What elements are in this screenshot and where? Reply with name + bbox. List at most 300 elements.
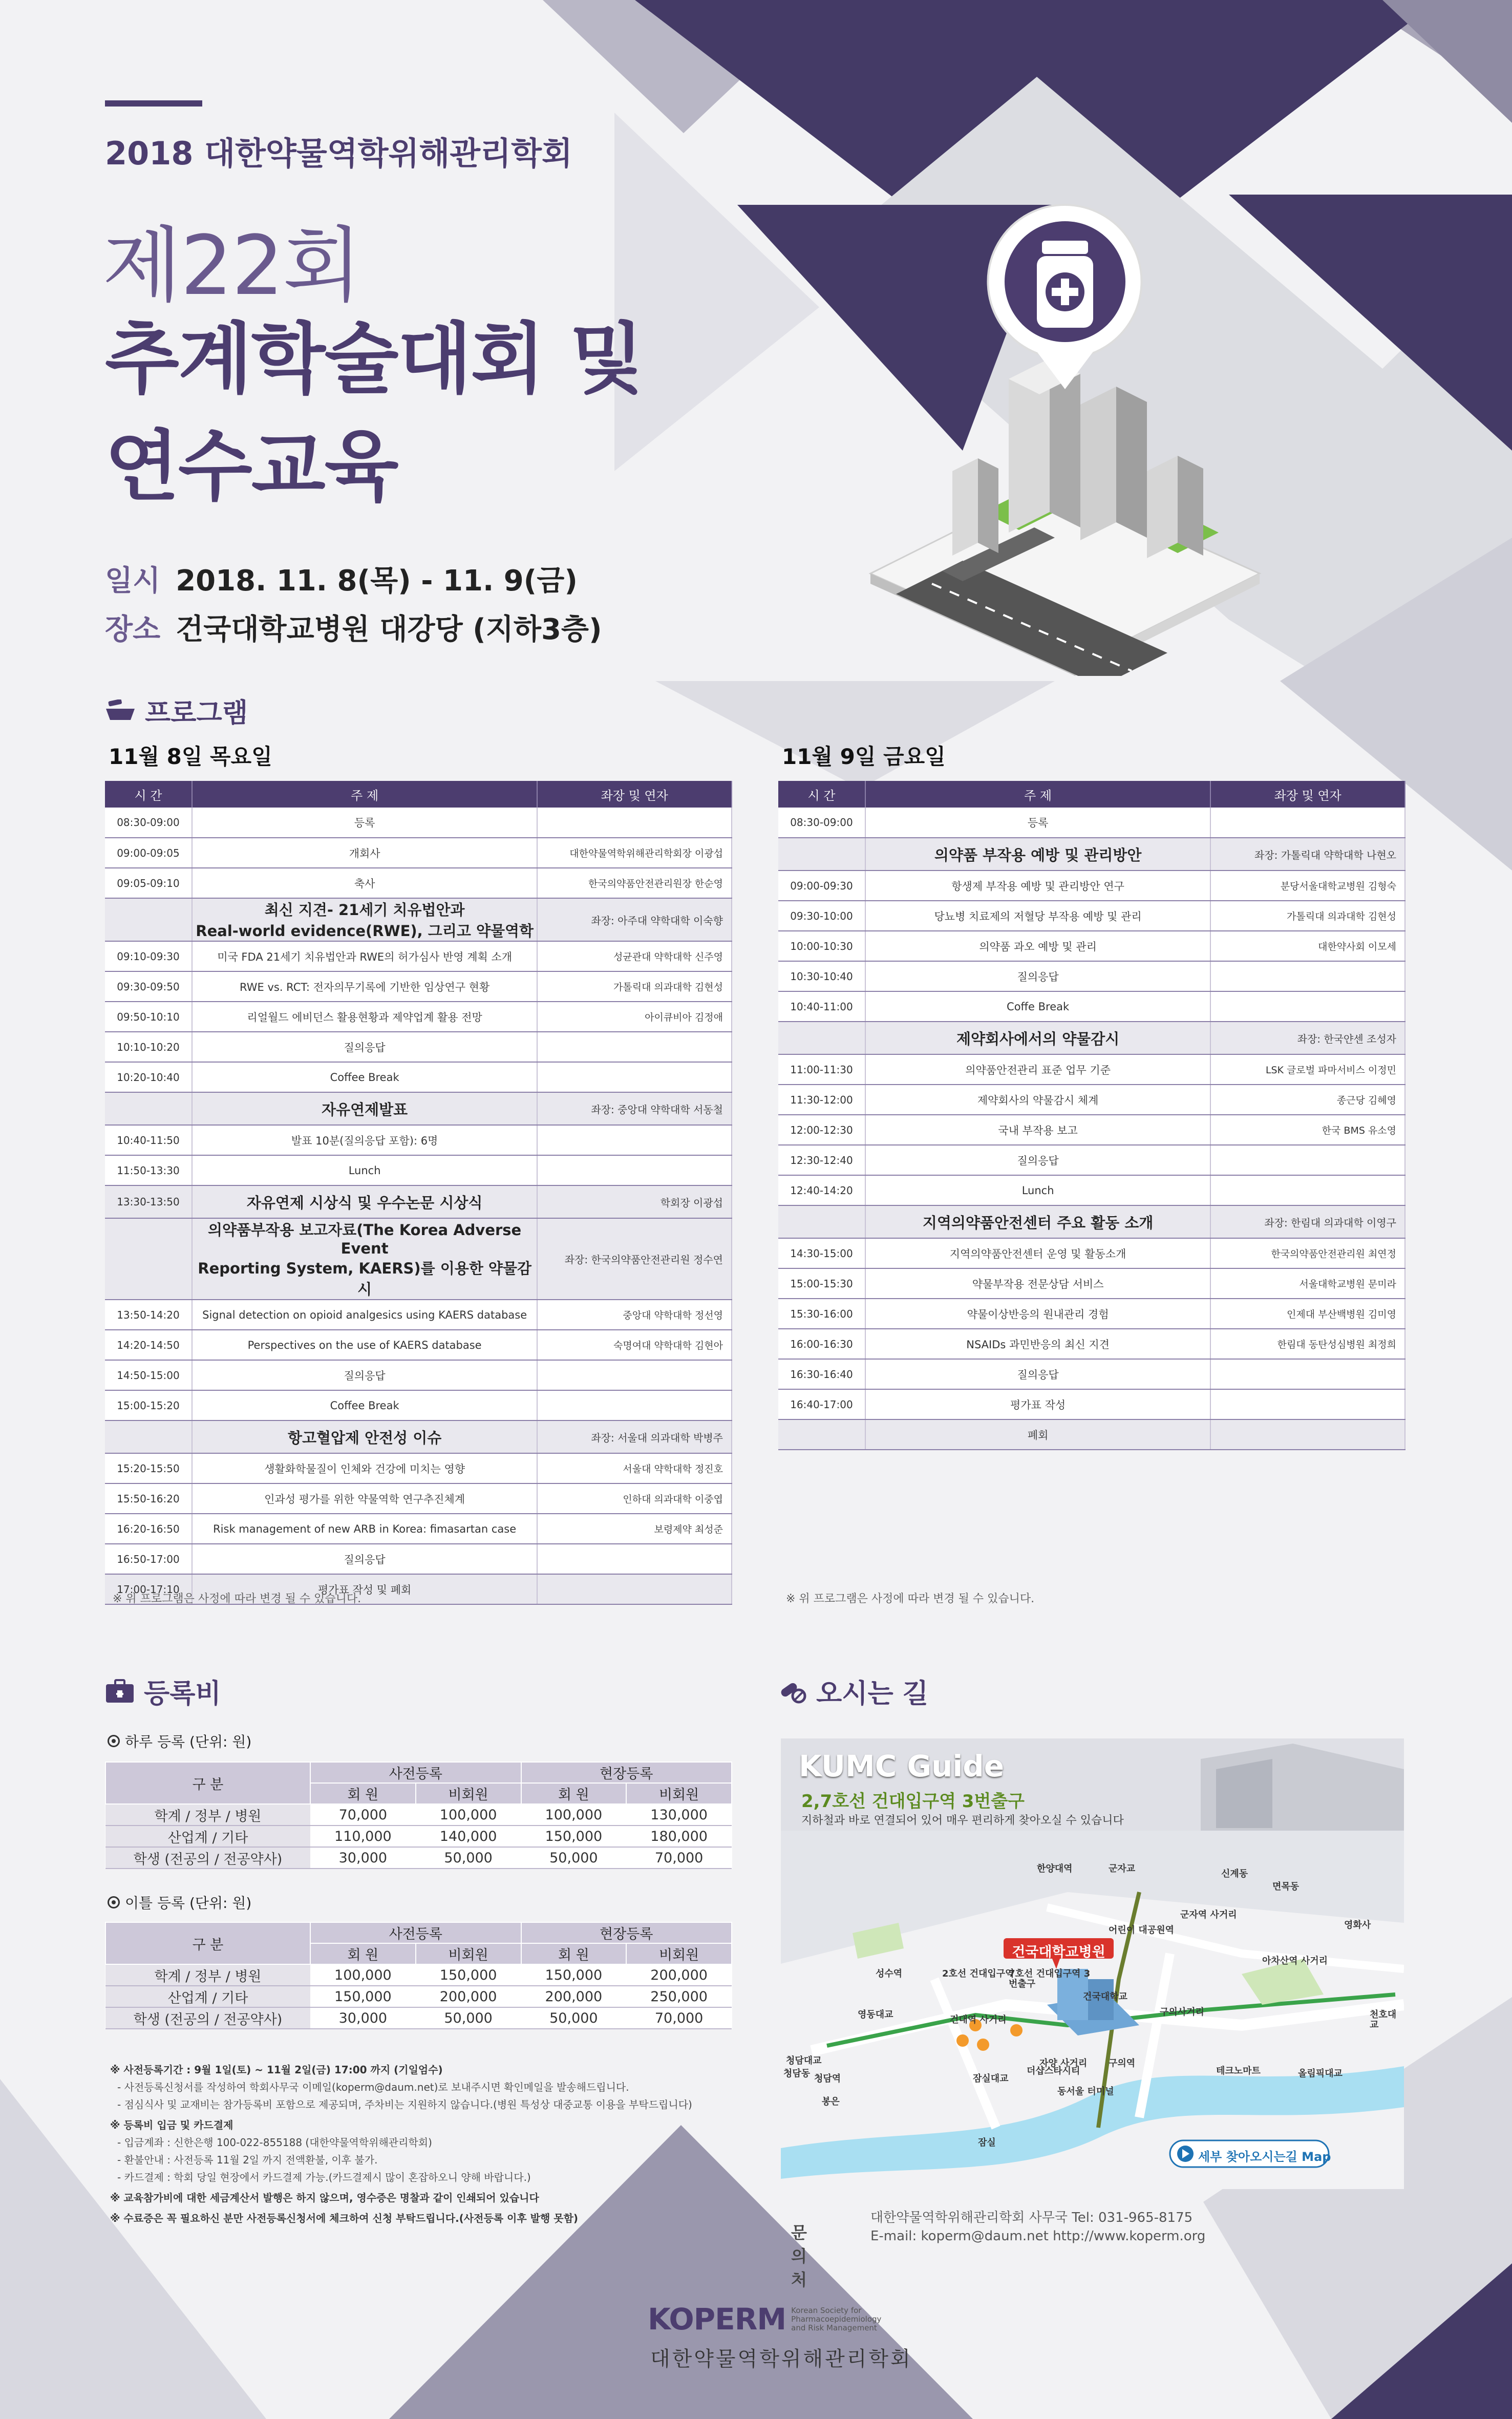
fee-amount: 70,000 (626, 1847, 732, 1869)
program-speaker (537, 1390, 732, 1420)
koperm-logo (648, 2302, 883, 2337)
program-speaker (1210, 991, 1405, 1022)
program-time: 17:00-17:10 (105, 1574, 192, 1604)
registration-notes (110, 2061, 750, 2227)
map-place-label: 더샵스타시티 (1027, 2066, 1080, 2076)
program-time: 09:30-09:50 (105, 971, 192, 1002)
program-speaker (537, 808, 732, 838)
program-time (778, 1205, 865, 1238)
program-time: 10:00-10:30 (778, 931, 865, 961)
map-place-label: 청담대교 (786, 2055, 822, 2066)
col-time-header: 시 간 (105, 781, 192, 808)
event-venue (105, 607, 602, 648)
session-row (105, 1092, 732, 1125)
session-row (778, 1205, 1405, 1238)
program-time: 09:50-10:10 (105, 1002, 192, 1032)
program-row (778, 1359, 1405, 1389)
program-time: 08:30-09:00 (105, 808, 192, 838)
program-speaker: 대한약물역학위해관리학회장 이광섭 (537, 838, 732, 868)
program-time: 16:30-16:40 (778, 1359, 865, 1389)
program-time: 10:20-10:40 (105, 1062, 192, 1092)
program-topic: 최신 지견- 21세기 치유법안과 Real-world evidence(RWE), 그리고 약물역학 (192, 898, 538, 941)
fee-amount: 50,000 (521, 1847, 627, 1869)
program-time: 11:50-13:30 (105, 1155, 192, 1185)
event-title-line1: 추계학술대회 및 (105, 315, 643, 404)
map-place-label: 구의사거리 (1160, 2007, 1204, 2018)
col-time-header: 시 간 (778, 781, 865, 808)
program-row (105, 868, 732, 898)
program-speaker: 종근당 김혜영 (1210, 1085, 1405, 1115)
program-topic: 평가표 작성 (865, 1389, 1210, 1419)
program-speaker: 가톨릭대 의과대학 김현성 (537, 971, 732, 1002)
program-time: 10:40-11:50 (105, 1125, 192, 1155)
fee-col-pre: 사전등록 (310, 1922, 521, 1943)
program-speaker (537, 1062, 732, 1092)
map-hospital-label: 건국대학교병원 (1012, 1944, 1105, 1960)
program-time: 09:00-09:05 (105, 838, 192, 868)
fee-row (105, 2007, 732, 2029)
program-row (778, 808, 1405, 838)
program-time: 09:30-10:00 (778, 901, 865, 931)
date-value: 2018. 11. 8(목) - 11. 9(금) (176, 564, 578, 598)
program-topic: 등록 (865, 808, 1210, 838)
program-row (105, 1330, 732, 1360)
fee-col-category: 구 분 (105, 1762, 310, 1804)
program-topic: 약물이상반응의 원내관리 경험 (865, 1299, 1210, 1329)
program-row (778, 1085, 1405, 1115)
fee-amount: 180,000 (626, 1826, 732, 1847)
program-topic: 의약품 부작용 예방 및 관리방안 (865, 838, 1210, 871)
program-topic: Signal detection on opioid analgesics using KAERS database (192, 1300, 538, 1330)
program-time (105, 1420, 192, 1453)
map-place-label: 건국대학교 (1083, 1991, 1127, 2002)
session-row (105, 1420, 732, 1453)
program-speaker: 보령제약 최성준 (537, 1514, 732, 1544)
map-place-label: 군자교 (1109, 1863, 1136, 1874)
program-speaker: 분당서울대학교병원 김형숙 (1210, 871, 1405, 901)
program-time (105, 898, 192, 941)
detail-map-button[interactable]: 세부 찾아오시는길 Map (1198, 2150, 1331, 2164)
program-speaker (1210, 1175, 1405, 1205)
map-place-label: 한양대역 (1037, 1863, 1073, 1874)
location-map (781, 1738, 1404, 2189)
program-speaker: LSK 글로벌 파마서비스 이정민 (1210, 1054, 1405, 1085)
program-row (105, 1062, 732, 1092)
registration-note-line: - 입금계좌 : 신한은행 100-022-855188 (대한약물역학위해관리학회) (117, 2136, 432, 2149)
program-speaker: 숙명여대 약학대학 김현아 (537, 1330, 732, 1360)
program-row (105, 1390, 732, 1420)
program-speaker: 아이큐비아 김정애 (537, 1002, 732, 1032)
program-time: 15:00-15:30 (778, 1268, 865, 1299)
program-time: 11:00-11:30 (778, 1054, 865, 1085)
event-date (105, 558, 578, 599)
program-topic: 의약품부작용 보고자료(The Korea Adverse Event Reporting System, KAERS)를 이용한 약물감시 (192, 1218, 538, 1300)
program-row (778, 1145, 1405, 1175)
header-accent-bar (105, 100, 202, 107)
fee-row (105, 1964, 732, 1986)
fee-row (105, 1826, 732, 1847)
fee-amount: 200,000 (416, 1986, 521, 2007)
program-speaker (1210, 1389, 1405, 1419)
map-place-label: 봉은 (822, 2096, 840, 2107)
program-row (778, 1268, 1405, 1299)
directions-heading: 오시는 길 (778, 1672, 928, 1710)
program-topic: 등록 (192, 808, 538, 838)
program-topic: Risk management of new ARB in Korea: fimasartan case (192, 1514, 538, 1544)
fee-amount: 140,000 (416, 1826, 521, 1847)
fee-col-category: 구 분 (105, 1922, 310, 1964)
fee-amount: 150,000 (521, 1964, 627, 1986)
program-speaker: 서울대 약학대학 정진호 (537, 1453, 732, 1483)
map-place-label: 테크노마트 (1216, 2066, 1261, 2076)
program-speaker (1210, 1359, 1405, 1389)
col-speaker-header: 좌장 및 연자 (1210, 781, 1405, 808)
program-topic: Perspectives on the use of KAERS database (192, 1330, 538, 1360)
program-speaker: 좌장: 한림대 의과대학 이영구 (1210, 1205, 1405, 1238)
program-time: 11:30-12:00 (778, 1085, 865, 1115)
program-time: 08:30-09:00 (778, 808, 865, 838)
registration-note-line: ※ 수료증은 꼭 필요하신 분만 사전등록신청서에 체크하여 신청 부탁드립니다.(사전등록 이후 발행 못함) (110, 2212, 579, 2224)
program-topic: Lunch (865, 1175, 1210, 1205)
map-place-label: 어린이 대공원역 (1109, 1925, 1174, 1936)
fee-amount: 100,000 (521, 1804, 627, 1826)
program-time: 16:40-17:00 (778, 1389, 865, 1419)
program-time: 13:30-13:50 (105, 1185, 192, 1218)
bowl-icon (105, 699, 136, 722)
program-row (105, 808, 732, 838)
program-speaker: 서울대학교병원 문미라 (1210, 1268, 1405, 1299)
program-topic: RWE vs. RCT: 전자의무기록에 기반한 임상연구 현황 (192, 971, 538, 1002)
fee-col-member: 회 원 (521, 1943, 627, 1964)
program-row (778, 1054, 1405, 1085)
fee-category: 학생 (전공의 / 전공약사) (105, 2007, 310, 2029)
program-row (105, 971, 732, 1002)
program-time: 15:20-15:50 (105, 1453, 192, 1483)
program-speaker: 중앙대 약학대학 정선영 (537, 1300, 732, 1330)
program-time: 12:00-12:30 (778, 1115, 865, 1145)
program-row (105, 1514, 732, 1544)
fee-col-member: 회 원 (521, 1783, 627, 1804)
fee-amount: 30,000 (310, 2007, 416, 2029)
program-time: 16:00-16:30 (778, 1329, 865, 1359)
fee-amount: 50,000 (416, 2007, 521, 2029)
program-row (105, 1300, 732, 1330)
program-topic: 개회사 (192, 838, 538, 868)
program-speaker: 좌장: 한국얀센 조성자 (1210, 1022, 1405, 1054)
program-topic: 발표 10분(질의응답 포함): 6명 (192, 1125, 538, 1155)
program-time: 10:40-11:00 (778, 991, 865, 1022)
fee-amount: 100,000 (416, 1804, 521, 1826)
registration-note-line: ※ 사전등록기간 : 9월 1일(토) ~ 11월 2일(금) 17:00 까지 (기일엄수) (110, 2064, 443, 2076)
fee-amount: 200,000 (521, 1986, 627, 2007)
registration-note-line: - 점심식사 및 교재비는 참가등록비 포함으로 제공되며, 주차비는 지원하지 않습니다.(병원 특성상 대중교통 이용을 부탁드립니다) (117, 2098, 692, 2111)
fee-category: 산업계 / 기타 (105, 1826, 310, 1847)
fee-category: 학계 / 정부 / 병원 (105, 1804, 310, 1826)
map-place-label: 올림픽대교 (1298, 2068, 1343, 2079)
program-time: 15:50-16:20 (105, 1483, 192, 1514)
program-time: 10:10-10:20 (105, 1032, 192, 1062)
program-row (105, 1453, 732, 1483)
program-speaker: 한림대 동탄성심병원 최정희 (1210, 1329, 1405, 1359)
map-place-label: 동서울 터미널 (1057, 2086, 1114, 2097)
program-time: 16:20-16:50 (105, 1514, 192, 1544)
program-row (105, 1002, 732, 1032)
program-time: 10:30-10:40 (778, 961, 865, 991)
fee-amount: 50,000 (416, 1847, 521, 1869)
program-time: 09:05-09:10 (105, 868, 192, 898)
footer-society-name: 대한약물역학위해관리학회 (650, 2347, 912, 2371)
fee-category: 산업계 / 기타 (105, 1986, 310, 2007)
program-speaker: 한국 BMS 유소영 (1210, 1115, 1405, 1145)
program-row (105, 1155, 732, 1185)
hospital-illustration (840, 184, 1290, 676)
program-row (778, 931, 1405, 961)
program-speaker (537, 1574, 732, 1604)
program-speaker: 좌장: 서울대 의과대학 박병주 (537, 1420, 732, 1453)
program-topic: 질의응답 (192, 1544, 538, 1574)
program-topic: 항고혈압제 안전성 이슈 (192, 1420, 538, 1453)
program-row (778, 1115, 1405, 1145)
two-day-fee-label: 이틀 등록 (단위: 원) (108, 1892, 251, 1913)
map-place-label: 청담역 (814, 2073, 841, 2084)
col-topic-header: 주 제 (865, 781, 1210, 808)
program-topic: 미국 FDA 21세기 치유법안과 RWE의 허가심사 반영 계획 소개 (192, 941, 538, 971)
program-speaker (1210, 808, 1405, 838)
map-place-label: 영동대교 (858, 2009, 893, 2020)
program-time: 15:30-16:00 (778, 1299, 865, 1329)
map-place-label: 건대역 사거리 (950, 2014, 1007, 2025)
map-place-label: 아차산역 사거리 (1262, 1956, 1328, 1966)
logo-subtitle: Korean Society for Pharmacoepidemiology and Risk Management (791, 2305, 882, 2332)
fee-amount: 100,000 (310, 1964, 416, 1986)
program-speaker: 한국의약품안전관리원 최연정 (1210, 1238, 1405, 1268)
fee-col-member: 회 원 (310, 1943, 416, 1964)
fee-amount: 110,000 (310, 1826, 416, 1847)
society-year: 2018 대한약물역학위해관리학회 (105, 135, 572, 172)
program-topic: 제약회사에서의 약물감시 (865, 1022, 1210, 1054)
program-time: 15:00-15:20 (105, 1390, 192, 1420)
registration-note-line: ※ 교육참가비에 대한 세금계산서 발행은 하지 않으며, 영수증은 명찰과 같이 인쇄되어 있습니다 (110, 2192, 539, 2204)
fee-category: 학계 / 정부 / 병원 (105, 1964, 310, 1986)
map-place-label: 천호대교 (1370, 2009, 1397, 2030)
program-time: 16:50-17:00 (105, 1544, 192, 1574)
fee-amount: 70,000 (310, 1804, 416, 1826)
program-topic: 국내 부작용 보고 (865, 1115, 1210, 1145)
edition-title: 제22회 (102, 218, 361, 313)
bullet-icon (108, 1896, 120, 1908)
day2-label: 11월 9일 금요일 (782, 744, 946, 769)
fee-col-onsite: 현장등록 (521, 1762, 732, 1783)
program-time: 14:20-14:50 (105, 1330, 192, 1360)
program-speaker (537, 1360, 732, 1390)
program-topic: 질의응답 (865, 1359, 1210, 1389)
program-speaker: 인제대 부산백병원 김미영 (1210, 1299, 1405, 1329)
venue-value: 건국대학교병원 대강당 (지하3층) (176, 613, 602, 646)
program-topic: 지역의약품안전센터 운영 및 활동소개 (865, 1238, 1210, 1268)
day2-program-table (778, 781, 1405, 1450)
program-time: 13:50-14:20 (105, 1300, 192, 1330)
day1-program-table (105, 781, 732, 1605)
program-topic: 리얼월드 에비던스 활용현황과 제약업계 활용 전망 (192, 1002, 538, 1032)
program-topic: 생활화학물질이 인체와 건강에 미치는 영향 (192, 1453, 538, 1483)
map-place-label: 청담동 (783, 2068, 811, 2079)
program-topic: 항생제 부작용 예방 및 관리방안 연구 (865, 871, 1210, 901)
program-topic: 의약품안전관리 표준 업무 기준 (865, 1054, 1210, 1085)
fee-amount: 200,000 (626, 1964, 732, 1986)
program-topic: 질의응답 (192, 1360, 538, 1390)
map-guide-desc: 지하철과 바로 연결되어 있어 매우 편리하게 찾아오실 수 있습니다 (801, 1814, 1124, 1827)
program-row (778, 1238, 1405, 1268)
fee-amount: 30,000 (310, 1847, 416, 1869)
program-topic: 의약품 과오 예방 및 관리 (865, 931, 1210, 961)
date-label: 일시 (105, 564, 161, 598)
col-speaker-header: 좌장 및 연자 (537, 781, 732, 808)
registration-note-line: - 카드결제 : 학회 당일 현장에서 카드결제 가능.(카드결제시 많이 혼잡하오니 양해 바랍니다.) (117, 2171, 531, 2183)
program-speaker (537, 1544, 732, 1574)
map-place-label: 자양 사거리 (1039, 2058, 1088, 2069)
fee-category: 학생 (전공의 / 전공약사) (105, 1847, 310, 1869)
program-speaker: 대한약사회 이모세 (1210, 931, 1405, 961)
program-time: 09:00-09:30 (778, 871, 865, 901)
map-place-label: 영화사 (1344, 1920, 1371, 1930)
program-speaker: 좌장: 가톨릭대 약학대학 나현오 (1210, 838, 1405, 871)
program-speaker: 좌장: 아주대 약학대학 이숙향 (537, 898, 732, 941)
map-place-label: 면목동 (1272, 1881, 1300, 1892)
program-time (105, 1092, 192, 1125)
map-place-label: 잠실 (978, 2137, 996, 2148)
fee-col-onsite: 현장등록 (521, 1922, 732, 1943)
day1-label: 11월 8일 목요일 (109, 744, 272, 769)
fee-amount: 150,000 (416, 1964, 521, 1986)
fee-amount: 130,000 (626, 1804, 732, 1826)
program-topic: Coffee Break (192, 1062, 538, 1092)
program-row (778, 991, 1405, 1022)
program-time: 12:30-12:40 (778, 1145, 865, 1175)
map-place-label: 신계동 (1221, 1869, 1248, 1879)
program-topic: NSAIDs 과민반응의 최신 지견 (865, 1329, 1210, 1359)
program-topic: 인과성 평가를 위한 약물역학 연구추진체계 (192, 1483, 538, 1514)
program-row (105, 838, 732, 868)
program-speaker: 인하대 의과대학 이중엽 (537, 1483, 732, 1514)
venue-label: 장소 (105, 613, 161, 646)
program-time (105, 1218, 192, 1300)
bullet-icon (108, 1735, 120, 1747)
program-time (778, 1419, 865, 1450)
program-row (778, 1389, 1405, 1419)
map-place-label: 2호선 건대입구역 (942, 1968, 1014, 1979)
map-place-label: 성수역 (876, 1968, 903, 1979)
session-row (778, 838, 1405, 871)
fee-col-member: 회 원 (310, 1783, 416, 1804)
program-heading: 프로그램 (105, 691, 248, 730)
pills-icon (778, 1679, 807, 1704)
program-speaker: 가톨릭대 의과대학 김현성 (1210, 901, 1405, 931)
one-day-fee-label: 하루 등록 (단위: 원) (108, 1731, 251, 1751)
fee-amount: 250,000 (626, 1986, 732, 2007)
program-topic: 폐회 (865, 1419, 1210, 1450)
fee-row (105, 1847, 732, 1869)
fee-col-pre: 사전등록 (310, 1762, 521, 1783)
program-topic: 질의응답 (865, 1145, 1210, 1175)
program-row (105, 1544, 732, 1574)
program-row (778, 961, 1405, 991)
registration-note-line: ※ 등록비 입금 및 카드결제 (110, 2119, 233, 2131)
program-speaker (537, 1125, 732, 1155)
fee-amount: 50,000 (521, 2007, 627, 2029)
program-topic: 지역의약품안전센터 주요 활동 소개 (865, 1205, 1210, 1238)
program-row (105, 1360, 732, 1390)
program-row (778, 871, 1405, 901)
program-topic: 제약회사의 약물감시 체계 (865, 1085, 1210, 1115)
day1-program-note: ※ 위 프로그램은 사정에 따라 변경 될 수 있습니다. (113, 1593, 361, 1605)
program-topic: 평가표 작성 및 폐회 (192, 1574, 538, 1604)
program-topic: 질의응답 (192, 1032, 538, 1062)
program-speaker (537, 1155, 732, 1185)
program-speaker: 좌장: 중앙대 약학대학 서동철 (537, 1092, 732, 1125)
two-day-fee-table (105, 1922, 732, 2029)
program-speaker (1210, 1145, 1405, 1175)
map-place-label: 7호선 건대입구역 3번출구 (1009, 1968, 1091, 1989)
program-topic: 약물부작용 전문상담 서비스 (865, 1268, 1210, 1299)
program-topic: Coffe Break (865, 991, 1210, 1022)
program-speaker: 좌장: 한국의약품안전관리원 정수연 (537, 1218, 732, 1300)
session-row (105, 1185, 732, 1218)
fee-col-nonmember: 비회원 (626, 1783, 732, 1804)
program-speaker: 학회장 이광섭 (537, 1185, 732, 1218)
one-day-fee-table (105, 1762, 732, 1869)
program-row (105, 1032, 732, 1062)
program-speaker (537, 1032, 732, 1062)
program-time: 14:50-15:00 (105, 1360, 192, 1390)
session-row (778, 1022, 1405, 1054)
program-row (778, 1175, 1405, 1205)
program-time: 12:40-14:20 (778, 1175, 865, 1205)
program-row (105, 1483, 732, 1514)
map-guide-line: 2,7호선 건대입구역 3번출구 (801, 1791, 1025, 1812)
registration-heading: 등록비 (105, 1672, 221, 1710)
registration-note-line: - 환불안내 : 사전등록 11월 2일 까지 전액환불, 이후 불가. (117, 2154, 378, 2166)
fee-amount: 150,000 (521, 1826, 627, 1847)
day2-program-note: ※ 위 프로그램은 사정에 따라 변경 될 수 있습니다. (786, 1593, 1035, 1605)
program-time: 14:30-15:00 (778, 1238, 865, 1268)
program-row (105, 941, 732, 971)
fee-col-nonmember: 비회원 (416, 1783, 521, 1804)
registration-note-line: - 사전등록신청서를 작성하여 학회사무국 이메일(koperm@daum.net)로 보내주시면 확인메일을 발송해드립니다. (117, 2081, 629, 2093)
program-topic: 질의응답 (865, 961, 1210, 991)
program-topic: 자유연제 시상식 및 우수논문 시상식 (192, 1185, 538, 1218)
contact-line1: 대한약물역학위해관리학회 사무국 Tel: 031-965-8175 (870, 2210, 1193, 2225)
contact-label: 문의처 (791, 2223, 807, 2289)
program-time: 09:10-09:30 (105, 941, 192, 971)
col-topic-header: 주 제 (192, 781, 538, 808)
fee-row (105, 1986, 732, 2007)
session-row (105, 898, 732, 941)
program-speaker (1210, 961, 1405, 991)
program-topic: 자유연제발표 (192, 1092, 538, 1125)
contact-line2: E-mail: koperm@daum.net http://www.koperm.org (870, 2229, 1206, 2244)
program-speaker: 한국의약품안전관리원장 한순영 (537, 868, 732, 898)
event-title-line2: 연수교육 (105, 422, 398, 512)
map-guide-title: KUMC Guide (799, 1749, 1005, 1784)
program-speaker (1210, 1419, 1405, 1450)
map-place-label: 군자역 사거리 (1180, 1909, 1237, 1920)
program-row (778, 1329, 1405, 1359)
program-topic: Coffee Break (192, 1390, 538, 1420)
map-place-label: 잠실대교 (973, 2073, 1009, 2084)
fee-amount: 150,000 (310, 1986, 416, 2007)
program-row (105, 1125, 732, 1155)
map-place-label: 구의역 (1109, 2058, 1136, 2069)
